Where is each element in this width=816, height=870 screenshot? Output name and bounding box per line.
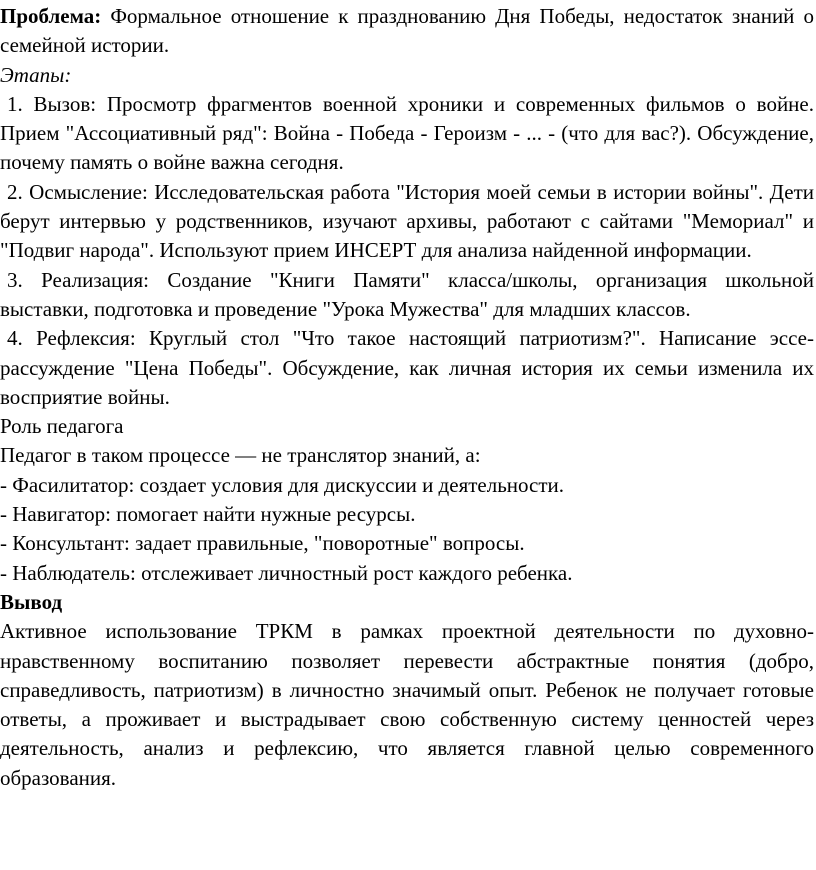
stage-item-2: 2. Осмысление: Исследовательская работа "История моей семьи в истории войны". Дети берут интервью у родственников, изучают архивы, работают с сайтами "Мемориал" и "Подвиг народа". Используют прием ИНСЕРТ для анализа найденной информации. [0,179,814,263]
problem-text: Формальное отношение к празднованию Дня Победы, недостаток знаний о семейной истории. [0,4,814,58]
problem-label: Проблема: [0,4,102,28]
role-heading: Роль педагога [0,414,124,439]
stage-item-3: 3. Реализация: Создание "Книги Памяти" класса/школы, организация школьной выставки, подготовка и проведение "Урока Мужества" для младших классов. [0,267,814,321]
problem-paragraph [0,2,814,61]
role-item-observer: - Наблюдатель: отслеживает личностный рост каждого ребенка. [0,560,573,585]
stages-heading: Этапы: [0,62,72,87]
conclusion-heading: Вывод [0,589,63,614]
conclusion-text: Активное использование ТРКМ в рамках проектной деятельности по духовно-нравственному воспитанию позволяет перевести абстрактные понятия (добро, справедливость, патриотизм) в личностно значимый опыт. Ребенок не получает готовые ответы, а проживает и выстрадывает свою собственную систему ценностей через деятельность, анализ и рефлексию, что является главной целью современного образования. [0,619,814,790]
role-item-facilitator: - Фасилитатор: создает условия для дискуссии и деятельности. [0,472,565,497]
role-item-consultant: - Консультант: задает правильные, "поворотные" вопросы. [0,531,525,556]
stage-item-1: 1. Вызов: Просмотр фрагментов военной хроники и современных фильмов о войне. Прием "Ассоциативный ряд": Война - Победа - Героизм - ... - (что для вас?). Обсуждение, почему память о войне важна сегодня. [0,91,814,175]
stage-item-4: 4. Рефлексия: Круглый стол "Что такое настоящий патриотизм?". Написание эссе-рассуждение "Цена Победы". Обсуждение, как личная история их семьи изменила их восприятие войны. [0,326,814,409]
role-item-navigator: - Навигатор: помогает найти нужные ресурсы. [0,502,416,527]
role-intro: Педагог в таком процессе — не транслятор знаний, а: [0,443,481,468]
